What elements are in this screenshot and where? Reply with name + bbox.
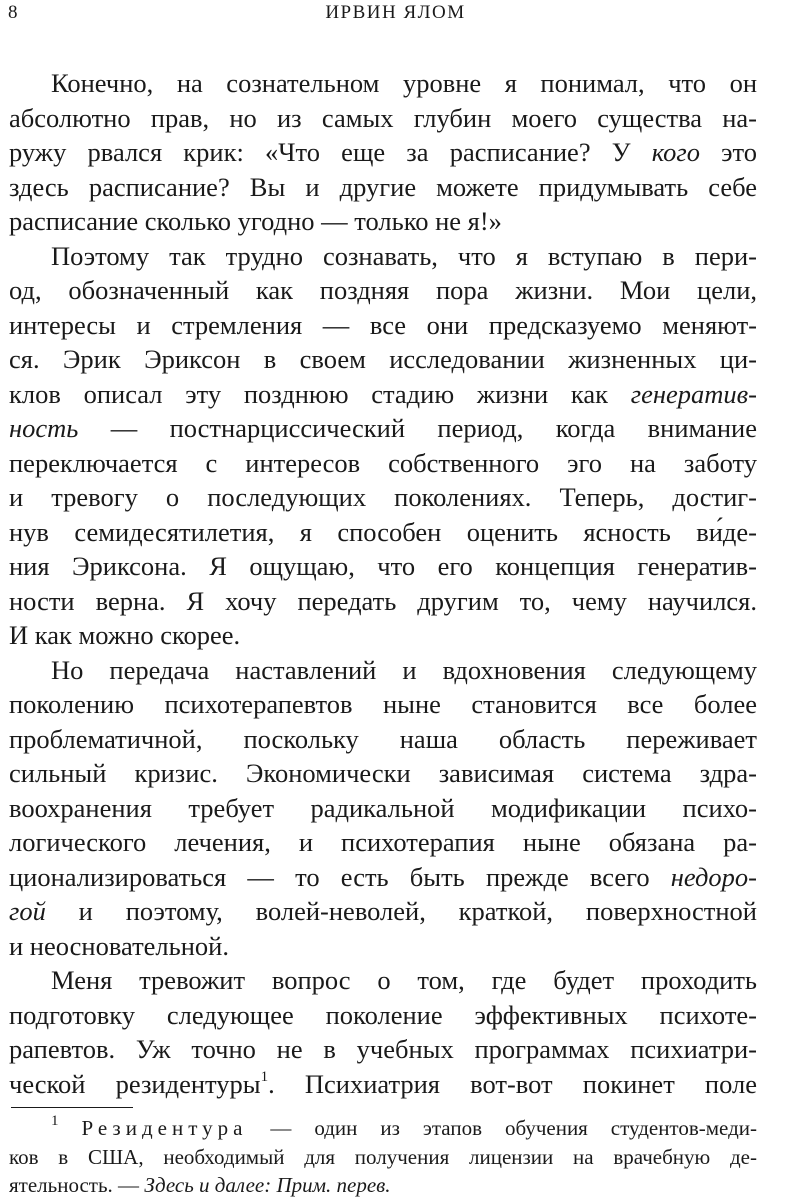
footnote-marker: 1 xyxy=(51,1113,59,1129)
paragraph xyxy=(9,653,757,964)
text-run: од, обозначенный как поздняя пора жизни. Мои цели, xyxy=(9,275,757,305)
text-run: И как можно скорее. xyxy=(9,620,241,650)
text-run: и неосновательной. xyxy=(9,930,229,961)
text-run: переключается с интересов собственного эго на заботу xyxy=(9,447,757,478)
text-run: Но передача наставлений и вдохновения следующему xyxy=(51,654,757,685)
text-line xyxy=(9,929,757,964)
text-run: — постнарциссический период, когда внимание xyxy=(78,413,757,443)
footnote-line xyxy=(9,1114,757,1143)
page-header xyxy=(8,0,783,26)
italic-term: гой xyxy=(9,896,46,926)
text-line xyxy=(9,756,757,791)
text-line xyxy=(9,273,757,308)
text-line xyxy=(9,1032,757,1067)
text-line xyxy=(9,687,757,722)
text-line xyxy=(9,66,757,101)
text-run: Меня тревожит вопрос о том, где будет проходить xyxy=(51,965,757,995)
text-line xyxy=(9,480,757,515)
text-line xyxy=(9,618,757,653)
text-line xyxy=(9,584,757,619)
italic-term: ность xyxy=(9,413,79,443)
text-line xyxy=(9,308,757,343)
text-line xyxy=(9,860,757,895)
page-number: 8 xyxy=(8,2,18,23)
text-run: . Психиатрия вот-вот покинет поле xyxy=(268,1068,758,1099)
italic-term: Здесь и далее: Прим. перев. xyxy=(144,1173,391,1197)
text-run: Конечно, на сознательном уровне я понимал, что он xyxy=(51,68,757,98)
text-line xyxy=(9,825,757,860)
text-run: клов описал эту позднюю стадию жизни как xyxy=(9,378,631,409)
text-run: ности верна. Я хочу передать другим то, чему научился. xyxy=(9,585,757,616)
paragraph xyxy=(9,963,757,1101)
text-line xyxy=(9,170,757,205)
text-line xyxy=(9,342,757,377)
footnote-rule xyxy=(11,1107,133,1108)
text-run: расписание сколько угодно — только не я!» xyxy=(9,206,502,236)
body-text xyxy=(9,66,757,1101)
text-line xyxy=(9,1067,757,1102)
text-run: ся. Эрик Эриксон в своем исследовании жизненных ци- xyxy=(9,344,757,374)
text-line xyxy=(9,239,757,274)
italic-term: кого xyxy=(651,137,700,167)
running-head: ИРВИН ЯЛОМ xyxy=(325,2,466,23)
text-run: Поэтому так трудно сознавать, что я вступаю в пери- xyxy=(51,240,757,271)
text-run: логического лечения, и психотерапия ныне обязана ра- xyxy=(9,827,757,857)
text-line xyxy=(9,377,757,412)
footnote-term: Резидентура xyxy=(81,1116,248,1140)
text-line xyxy=(9,549,757,584)
text-run: проблематичной, поскольку наша область переживает xyxy=(9,723,757,754)
text-line xyxy=(9,998,757,1033)
text-run: и тревогу о последующих поколениях. Теперь, достиг- xyxy=(9,482,757,512)
footnote-line xyxy=(9,1171,757,1200)
text-line xyxy=(9,963,757,998)
text-run: ружу рвался крик: «Что еще за расписание? У xyxy=(9,137,652,167)
text-run: ческой резидентуры xyxy=(9,1068,261,1099)
text-line xyxy=(9,515,757,550)
text-run: поколению психотерапевтов ныне становится все более xyxy=(9,689,757,719)
paragraph xyxy=(9,66,757,239)
footnote xyxy=(9,1114,757,1200)
text-run: здесь расписание? Вы и другие можете придумывать себе xyxy=(9,171,757,202)
text-run: это xyxy=(699,137,757,167)
text-run: ния Эриксона. Я ощущаю, что его концепция генератив- xyxy=(9,551,757,581)
paragraph xyxy=(9,239,757,653)
text-line xyxy=(9,204,757,239)
text-line xyxy=(9,101,757,136)
text-run: абсолютно прав, но из самых глубин моего существа на- xyxy=(9,102,757,133)
text-line xyxy=(9,894,757,929)
footnote-reference[interactable]: 1 xyxy=(260,1068,269,1085)
text-line xyxy=(9,722,757,757)
text-line xyxy=(9,791,757,826)
italic-term: генератив- xyxy=(630,378,757,409)
text-line xyxy=(9,135,757,170)
text-run: воохранения требует радикальной модификации психо- xyxy=(9,792,757,823)
text-run: ков в США, необходимый для получения лицензии на врачебную де- xyxy=(9,1144,757,1169)
text-line xyxy=(9,411,757,446)
text-line xyxy=(9,653,757,688)
text-run: ционализироваться — то есть быть прежде всего xyxy=(9,861,671,892)
text-run: сильный кризис. Экономически зависимая система здра- xyxy=(9,758,757,788)
text-run: интересы и стремления — все они предсказуемо меняют- xyxy=(9,309,757,340)
footnote-line xyxy=(9,1143,757,1172)
text-line xyxy=(9,446,757,481)
text-run: рапевтов. Уж точно не в учебных программах психиатри- xyxy=(9,1034,757,1064)
text-run: подготовку следующее поколение эффективных психоте- xyxy=(9,999,757,1030)
text-run: — один из этапов обучения студентов-меди- xyxy=(247,1116,757,1140)
text-run: ятельность. — xyxy=(9,1173,145,1197)
text-run: и поэтому, волей-неволей, краткой, поверхностной xyxy=(45,896,757,926)
text-run: нув семидесятилетия, я способен оценить ясность ви́де- xyxy=(9,516,757,547)
italic-term: недоро- xyxy=(670,861,757,892)
